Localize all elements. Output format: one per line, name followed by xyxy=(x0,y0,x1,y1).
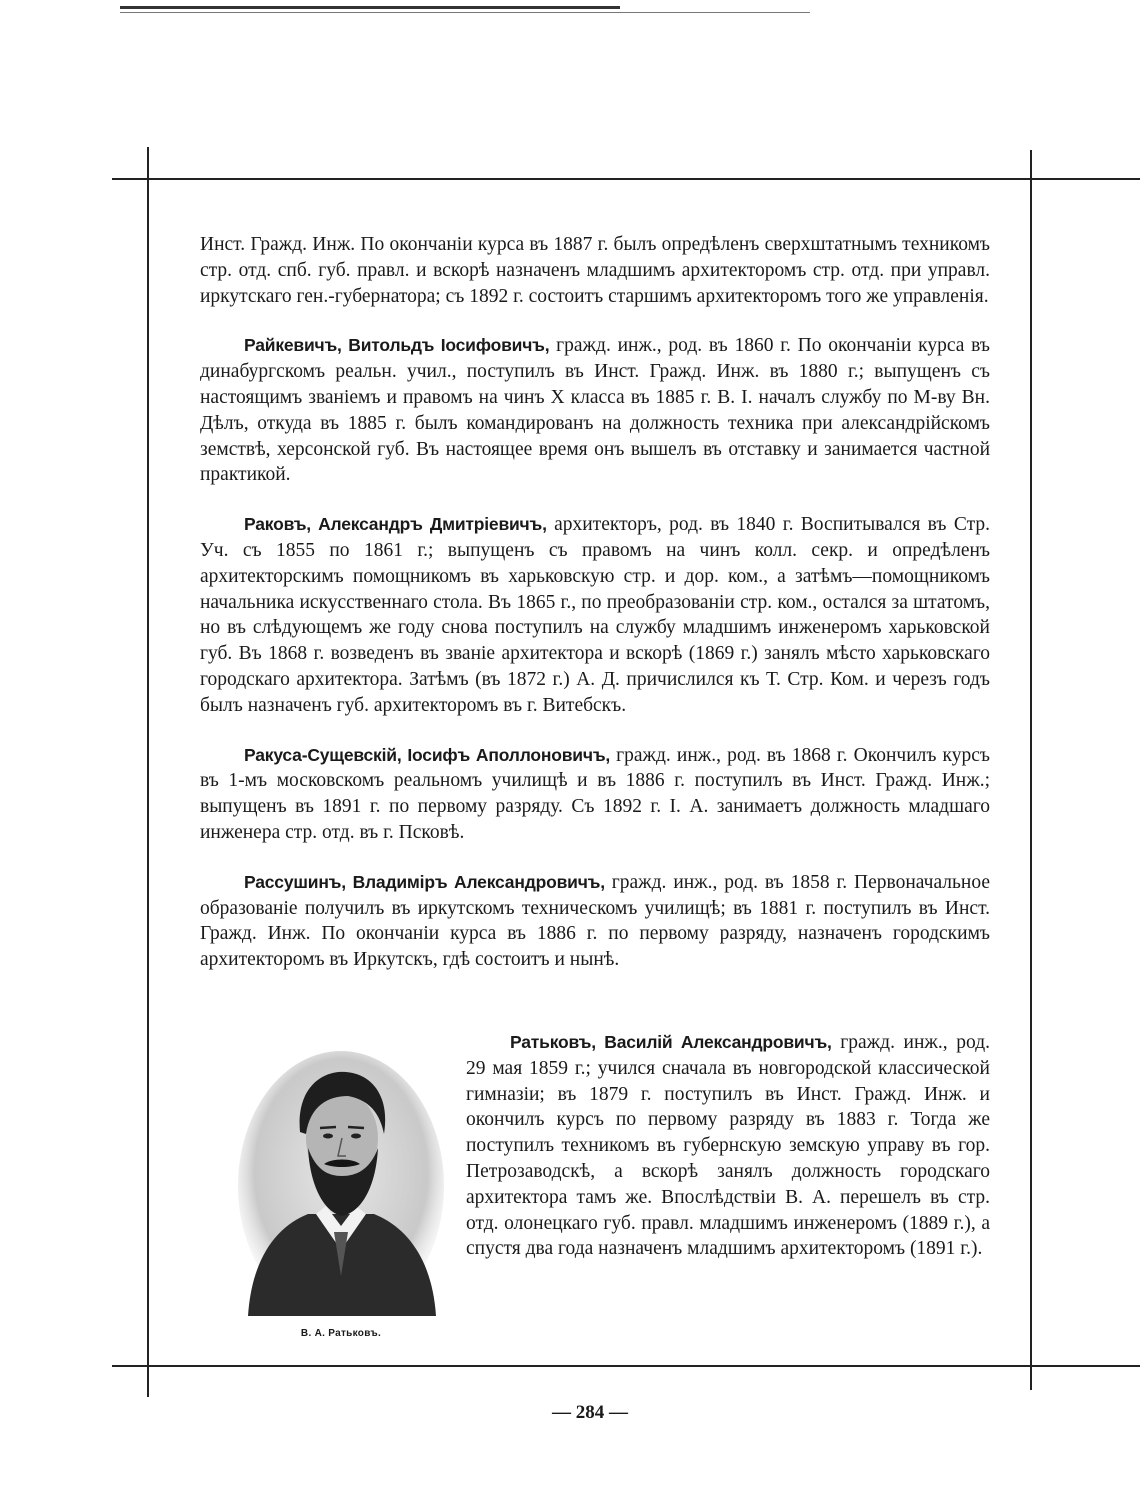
frame-left-rule xyxy=(147,147,149,1397)
page-number: — 284 — xyxy=(552,1402,628,1423)
entry-rassushin xyxy=(200,870,990,973)
entry-rakusa-sushchevsky xyxy=(200,743,990,846)
portrait-caption: В. А. Ратьковъ. xyxy=(300,1328,382,1339)
frame-bottom-rule xyxy=(112,1365,1140,1367)
entry-name: Раковъ, Александръ Дмитрiевичъ, xyxy=(244,514,547,535)
entry-text: гражд. инж., род. въ 1868 г. Окончилъ курсъ въ 1-мъ московскомъ реальномъ училищѣ и въ 1886 г. поступилъ въ Инст. Гражд. Инж.; выпущенъ въ 1891 г. по первому разряду. Съ 1892 г. I. А. занимаетъ должность младшаго инженера стр. отд. въ г. Псковѣ. xyxy=(200,744,990,843)
entry-rakov xyxy=(200,512,990,718)
frame-top-rule xyxy=(112,178,1140,180)
scan-artifact-line xyxy=(120,6,620,9)
entry-text: гражд. инж., род. въ 1860 г. По окончанiи курса въ динабургскомъ реальн. учил., поступилъ въ Инст. Гражд. Инж. въ 1880 г.; выпущенъ съ настоящимъ званiемъ и правомъ на чинъ X класса въ 1885 г. В. I. началъ службу по М-ву Вн. Дѣлъ, откуда въ 1885 г. былъ командированъ на должность техника при александрiйскомъ земствѣ, херсонской губ. Въ настоящее время онъ вышелъ въ отставку и занимается частной практикой. xyxy=(200,335,990,486)
scan-artifact-line-thin xyxy=(120,12,810,13)
entry-name: Рассушинъ, Владимiръ Александровичъ, xyxy=(244,871,605,892)
entry-text: гражд. инж., род. въ 1858 г. Первоначальное образованiе получилъ въ иркутскомъ техническомъ училищѣ; въ 1881 г. поступилъ въ Инст. Гражд. Инж. По окончанiи курса въ 1886 г. по первому разряду, назначенъ городскимъ архитекторомъ въ Иркутскъ, гдѣ состоитъ и нынѣ. xyxy=(200,871,990,971)
portrait-engraving xyxy=(238,1036,444,1316)
entry-ratkov-text xyxy=(466,1030,990,1262)
portrait-image xyxy=(238,1036,444,1316)
entry-name: Ракуса-Сущевскiй, Iосифъ Аполлоновичъ, xyxy=(244,744,611,765)
entry-raikevich xyxy=(200,333,990,488)
entry-text: гражд. инж., род. 29 мая 1859 г.; учился сначала въ новгородской классической гимназiи; въ 1879 г. поступилъ въ Инст. Гражд. Инж. и окончилъ курсъ по первому разряду въ 1883 г. Тогда же поступилъ техникомъ въ губернскую земскую управу въ гор. Петрозаводскѣ, а вскорѣ занялъ должность городскаго архитектора тамъ же. Впослѣдствiи В. А. перешелъ въ стр. отд. олонецкаго губ. правл. младшимъ инженеромъ (1889 г.), а спустя два года назначенъ младшимъ архитекторомъ (1891 г.). xyxy=(466,1032,990,1260)
frame-right-rule xyxy=(1030,150,1032,1390)
intro-paragraph: Инст. Гражд. Инж. По окончанiи курса въ 1887 г. былъ опредѣленъ сверхштатнымъ техникомъ стр. отд. спб. губ. правл. и вскорѣ назначенъ младшимъ архитекторомъ стр. отд. при управл. иркутскаго ген.-губернатора; съ 1892 г. состоитъ старшимъ архитекторомъ того же управленiя. xyxy=(200,234,990,307)
page-body xyxy=(200,232,990,997)
entry-name: Ратьковъ, Василiй Александровичъ, xyxy=(510,1032,832,1052)
entry-name: Райкевичъ, Витольдъ Iосифовичъ, xyxy=(244,335,550,356)
entry-text: архитекторъ, род. въ 1840 г. Воспитывался въ Стр. Уч. съ 1855 по 1861 г.; выпущенъ съ правомъ на чинъ колл. секр. и опредѣленъ архитекторскимъ помощникомъ въ харьковскую стр. и дор. ком., а затѣмъ—помощникомъ начальника искусственнаго стола. Въ 1865 г., по преобразованiи стр. ком., остался за штатомъ, но въ слѣдующемъ же году снова поступилъ на службу младшимъ инженеромъ харьковской губ. Въ 1868 г. возведенъ въ званiе архитектора и вскорѣ (1869 г.) занялъ мѣсто харьковскаго городскаго архитектора. Затѣмъ (въ 1872 г.) А. Д. причислился къ Т. Стр. Ком. и черезъ годъ былъ назначенъ губ. архитекторомъ въ г. Витебскъ. xyxy=(200,514,990,716)
entry-paragraph xyxy=(466,1030,990,1262)
